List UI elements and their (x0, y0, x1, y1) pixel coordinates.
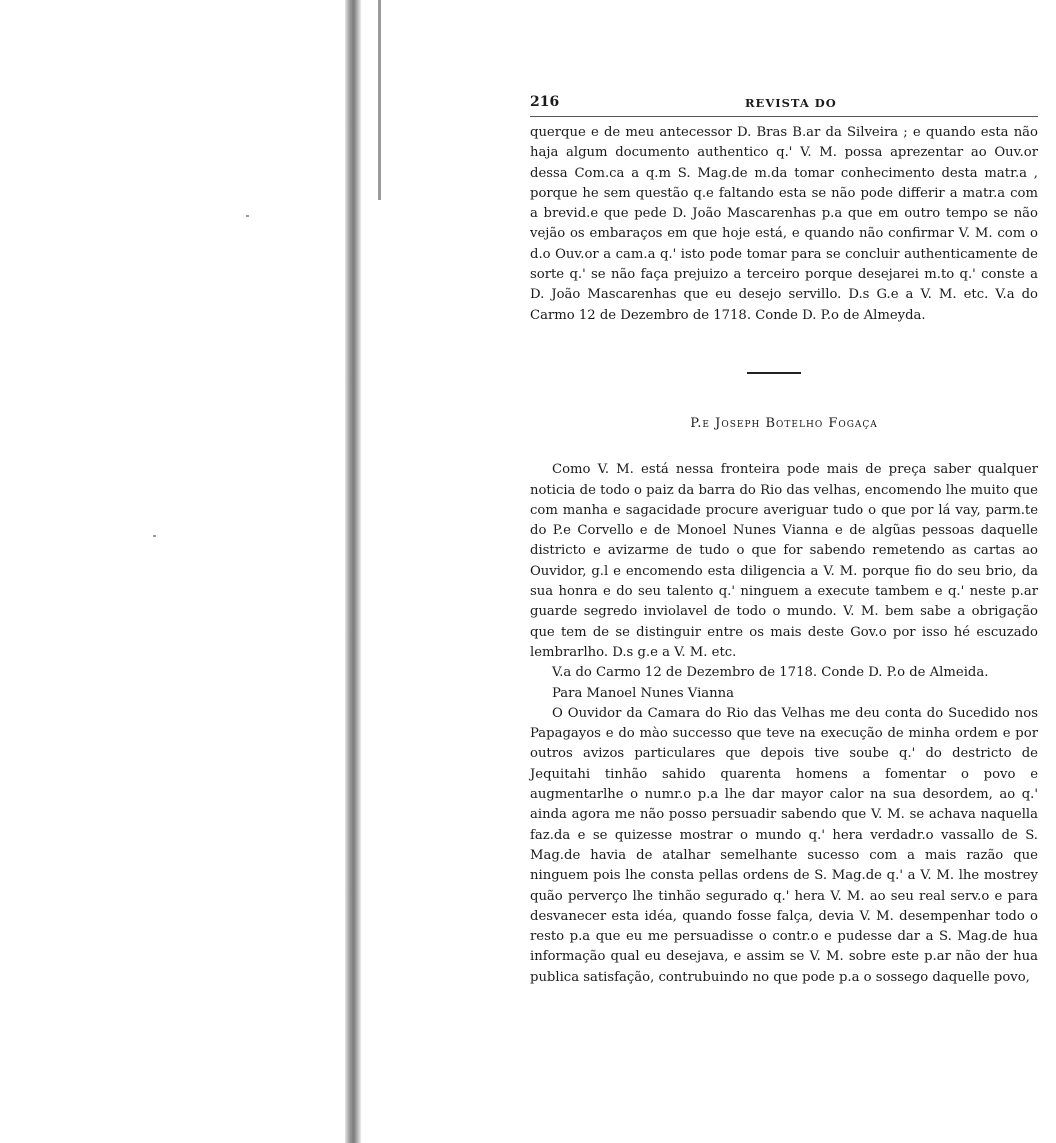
page-number: 216 (530, 94, 560, 110)
letter-address: Para Manoel Nunes Vianna (552, 685, 735, 701)
recipient-heading: P.e Joseph Botelho Fogaça (690, 415, 878, 431)
scan-speck (246, 215, 249, 217)
letter-paragraph: Como V. M. está nessa fronteira pode mais de preça saber qualquer noticia de todo o paiz da barra do Rio das velhas, encomendo lhe muito que com manha e sagacidade procure averiguar tudo o que por lá vay, parm.te do P.e Corvello e de Monoel Nunes Vianna e de algũas pessoas daquelle districto e avizarme de tudo o que for sabendo remetendo as cartas ao Ouvidor, g.l e encomendo esta diligencia a V. M. porque fio do seu brio, da sua honra e do seu talento q.' ninguem a execute tambem e q.' neste p.ar guarde segredo inviolavel de todo o mundo. V. M. bem sabe a obrigação que tem de se distinguir entre os mais deste Gov.o por isso hé escuzado lembrarlho. D.s g.e a V. M. etc. (530, 462, 1038, 660)
document-page (530, 92, 1038, 988)
gutter-edge-line (378, 0, 381, 200)
book-gutter-shadow (345, 0, 361, 1143)
scan-speck (153, 535, 156, 537)
header-rule (530, 116, 1038, 117)
letter-continuation-paragraph: querque e de meu antecessor D. Bras B.ar da Silveira ; e quando esta não haja algum documento authentico q.' V. M. possa aprezentar ao Ouv.or dessa Com.ca a q.m S. Mag.de m.da tomar conhecimento desta matr.a , porque he sem questão q.e faltando esta se não pode differir a matr.a com a brevid.e que pede D. João Mascarenhas p.a que em outro tempo se não vejão os embaraços em que hoje está, e quando não confirmar V. M. com o d.o Ouv.or a cam.a q.' isto pode tomar para se concluir authenticamente de sorte q.' se não faça prejuizo a terceiro porque desejarei m.to q.' conste a D. João Mascarenhas que eu desejo servillo. D.s G.e a V. M. etc. V.a do Carmo 12 de Dezembro de 1718. Conde D. P.o de Almeyda. (530, 125, 1038, 323)
letter-paragraph: O Ouvidor da Camara do Rio das Velhas me deu conta do Sucedido nos Papagayos e do mào successo que teve na execução de minha ordem e por outros avizos particulares que depois tive soube q.' do destricto de Jequitahi tinhão sahido quarenta homens a fomentar o povo e augmentarlhe o numr.o p.a lhe dar mayor calor na sua desordem, ao q.' ainda agora me não posso persuadir sabendo que V. M. se achava naquella faz.da e se quizesse mostrar o mundo q.' hera verdadr.o vassallo de S. Mag.de havia de atalhar semelhante sucesso com a mais razão que ninguem pois lhe consta pellas ordens de S. Mag.de q.' a V. M. lhe mostrey quão perverço lhe tinhão segurado q.' hera V. M. ao seu real serv.o e para desvanecer esta idéa, quando fosse falça, devia V. M. desempenhar todo o resto p.a que eu me persuadisse o contr.o e pudesse dar a S. Mag.de hua informação qual eu desejava, e assim se V. M. sobre este p.ar não der hua publica satisfação, contrubuindo no que pode p.a o sossego daquelle povo, (530, 705, 1038, 985)
page-header (530, 92, 1038, 114)
letter-closing: V.a do Carmo 12 de Dezembro de 1718. Conde D. P.o de Almeida. (552, 665, 989, 681)
running-title: REVISTA DO (745, 96, 837, 110)
section-separator (747, 372, 801, 374)
